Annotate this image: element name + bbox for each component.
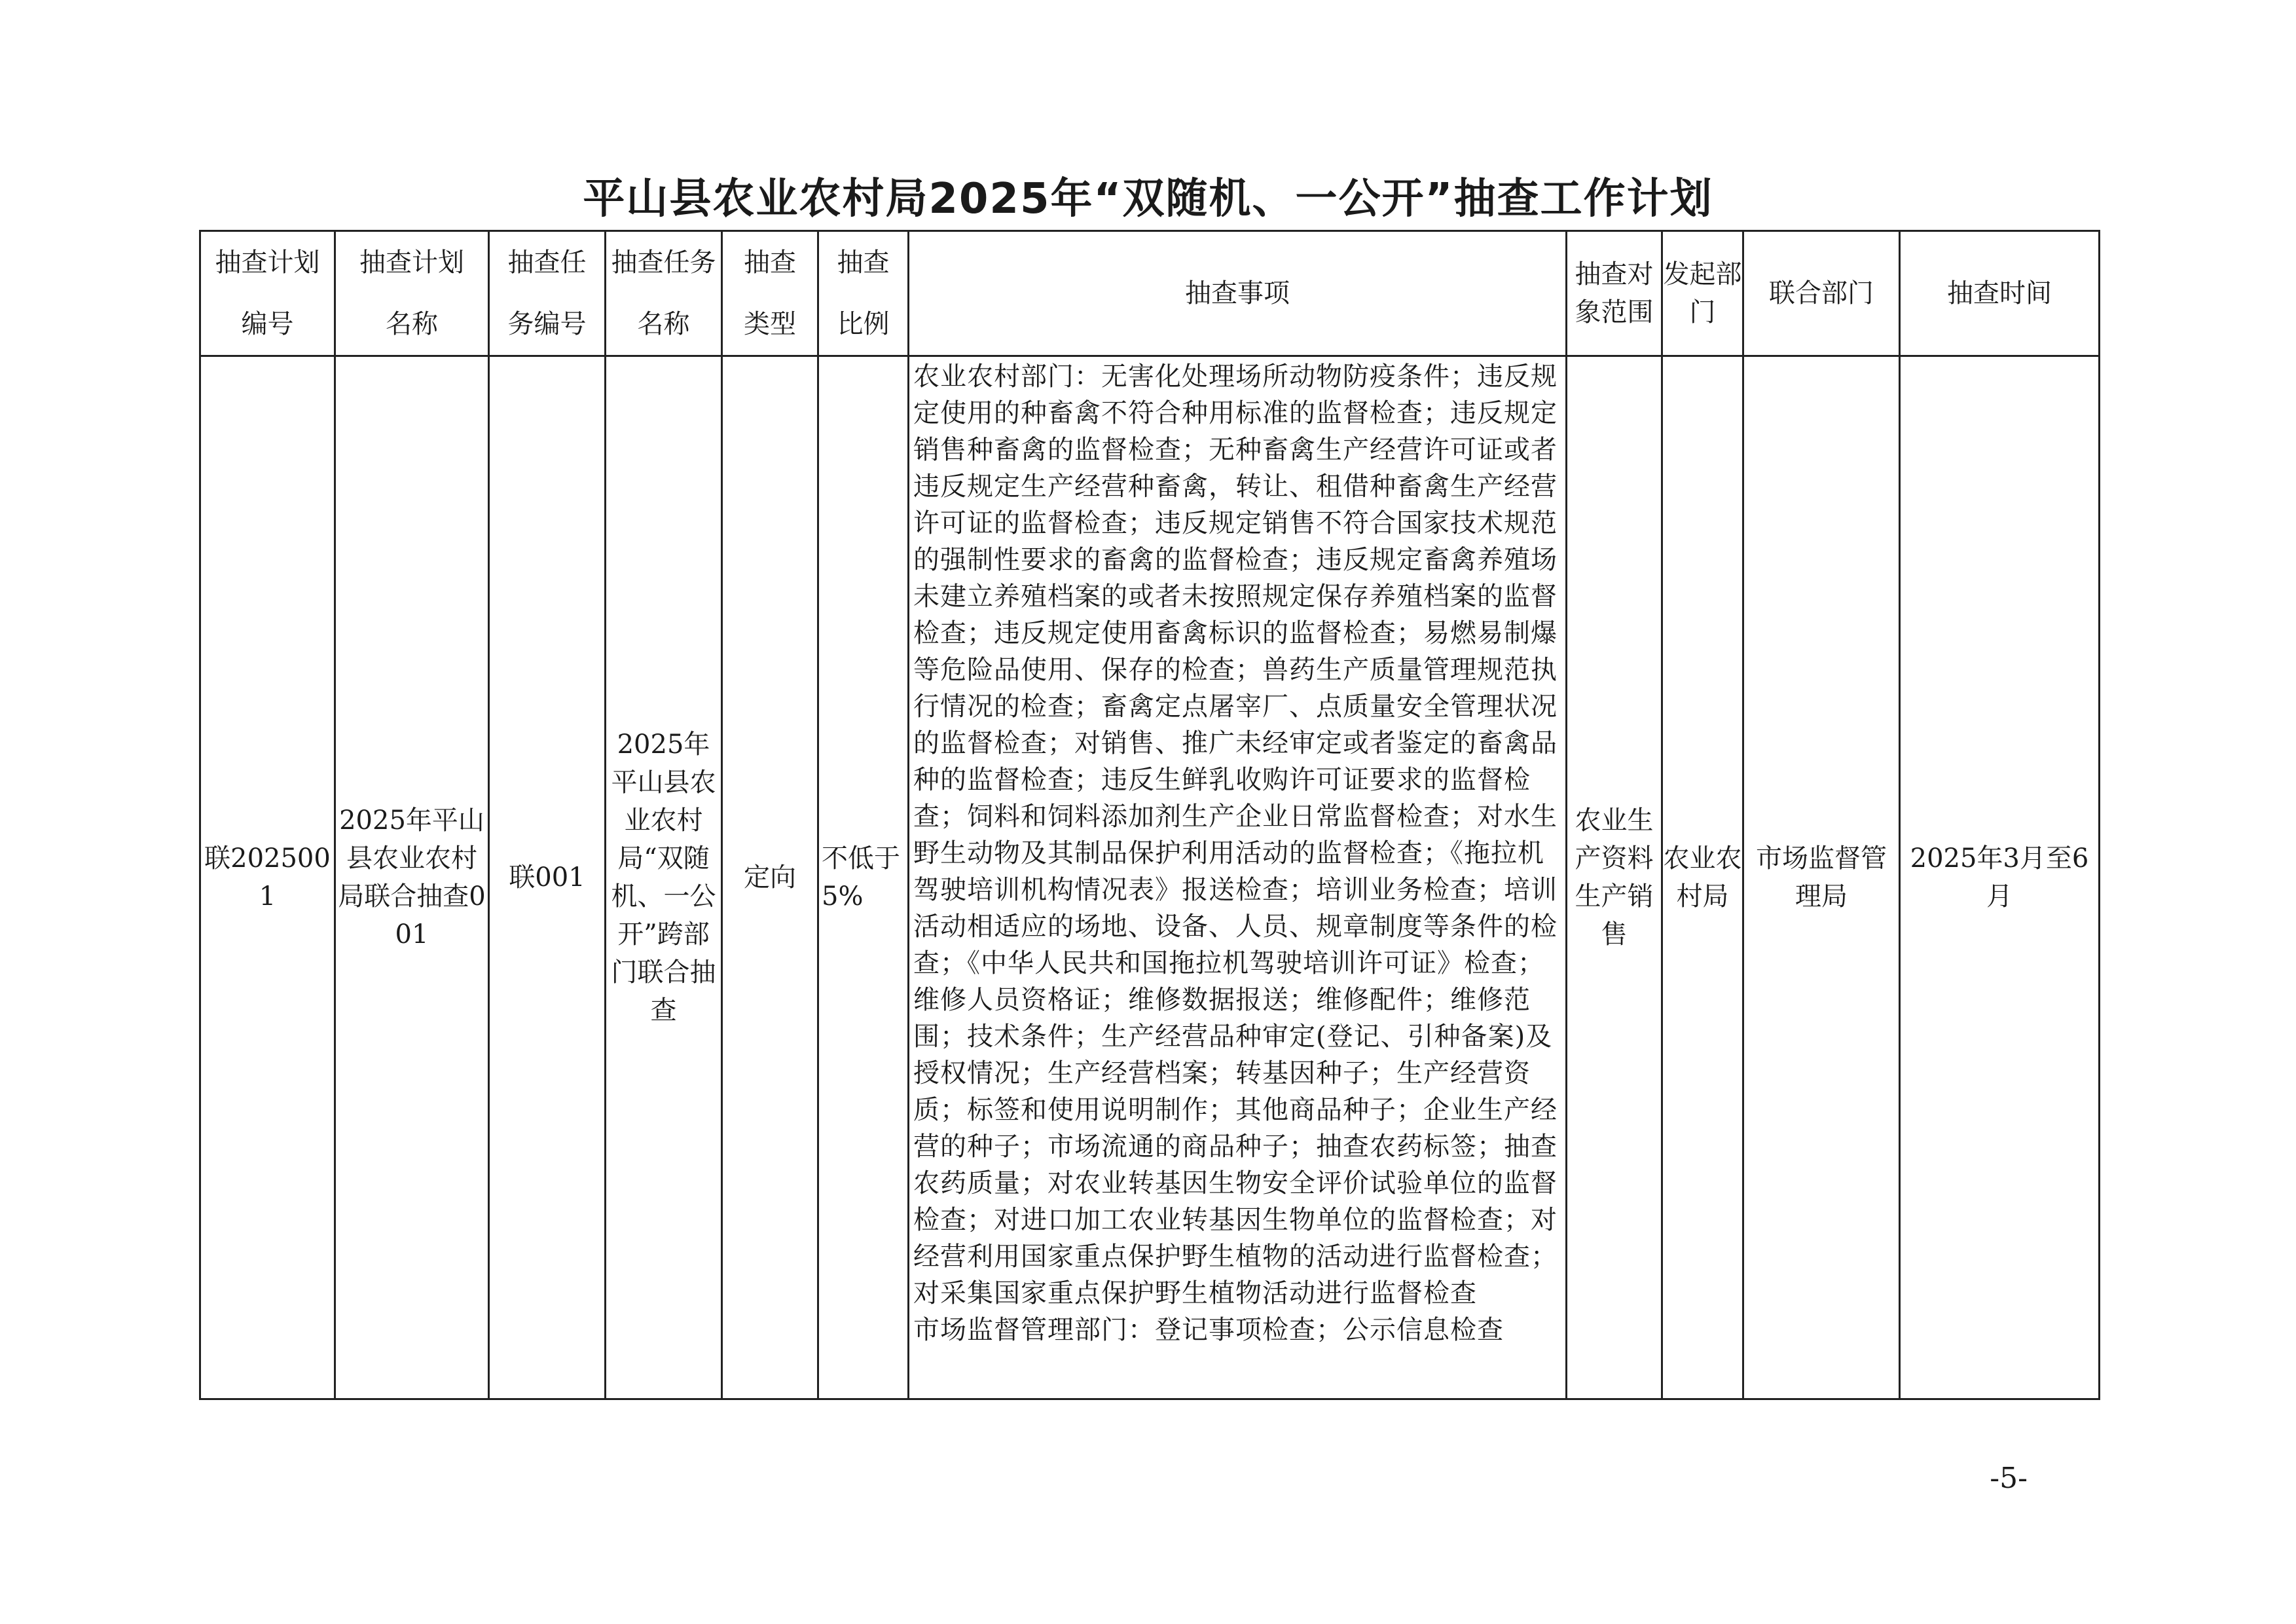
header-items: 抽查事项 [909, 231, 1567, 356]
header-time: 抽查时间 [1900, 231, 2100, 356]
header-plan-name: 抽查计划 名称 [335, 231, 489, 356]
cell-scope: 农业生产资料生产销售 [1567, 356, 1662, 1399]
table-header-row [200, 231, 2100, 356]
cell-type: 定向 [722, 356, 818, 1399]
inspection-plan-table [199, 230, 2100, 1400]
cell-task-no: 联001 [489, 356, 606, 1399]
cell-time: 2025年3月至6月 [1900, 356, 2100, 1399]
cell-task-name: 2025年平山县农业农村局“双随机、一公开”跨部门联合抽查 [606, 356, 722, 1399]
cell-items [909, 356, 1567, 1399]
cell-plan-no: 联2025001 [200, 356, 335, 1399]
cell-joint: 市场监督管理局 [1743, 356, 1900, 1399]
items-market-dept: 市场监督管理部门：登记事项检查；公示信息检查 [913, 1315, 1504, 1345]
page-number: -5- [1990, 1462, 2028, 1495]
cell-initiator: 农业农村局 [1662, 356, 1743, 1399]
header-task-name: 抽查任务 名称 [606, 231, 722, 356]
header-joint: 联合部门 [1743, 231, 1900, 356]
header-plan-no: 抽查计划 编号 [200, 231, 335, 356]
items-agriculture-dept: 农业农村部门：无害化处理场所动物防疫条件；违反规定使用的种畜禽不符合种用标准的监督检查；违反规定销售种畜禽的监督检查；无种畜禽生产经营许可证或者违反规定生产经营种畜禽，转让、租借种畜禽生产经营许可证的监督检查；违反规定销售不符合国家技术规范的强制性要求的畜禽的监督检查；违反规定畜禽养殖场未建立养殖档案的或者未按照规定保存养殖档案的监督检查；违反规定使用畜禽标识的监督检查；易燃易制爆等危险品使用、保存的检查；兽药生产质量管理规范执行情况的检查；畜禽定点屠宰厂、点质量安全管理状况的监督检查；对销售、推广未经审定或者鉴定的畜禽品种的监督检查；违反生鲜乳收购许可证要求的监督检查；饲料和饲料添加剂生产企业日常监督检查；对水生野生动物及其制品保护利用活动的监督检查；《拖拉机驾驶培训机构情况表》报送检查；培训业务检查；培训活动相适应的场地、设备、人员、规章制度等条件的检查；《中华人民共和国拖拉机驾驶培训许可证》检查；维修人员资格证；维修数据报送；维修配件；维修范围；技术条件；生产经营品种审定(登记、引种备案)及授权情况；生产经营档案；转基因种子；生产经营资质；标签和使用说明制作；其他商品种子；企业生产经营的种子；市场流通的商品种子；抽查农药标签；抽查农药质量；对农业转基因生物安全评价试验单位的监督检查；对进口加工农业转基因生物单位的监督检查；对经营利用国家重点保护野生植物的活动进行监督检查；对采集国家重点保护野生植物活动进行监督检查 [913, 361, 1558, 1308]
header-task-no: 抽查任 务编号 [489, 231, 606, 356]
header-scope: 抽查对象范围 [1567, 231, 1662, 356]
document-title: 平山县农业农村局2025年“双随机、一公开”抽查工作计划 [583, 175, 1713, 223]
cell-ratio: 不低于5% [818, 356, 909, 1399]
header-ratio: 抽查 比例 [818, 231, 909, 356]
header-initiator: 发起部门 [1662, 231, 1743, 356]
table-row [200, 356, 2100, 1399]
cell-plan-name: 2025年平山县农业农村局联合抽查001 [335, 356, 489, 1399]
header-type: 抽查 类型 [722, 231, 818, 356]
